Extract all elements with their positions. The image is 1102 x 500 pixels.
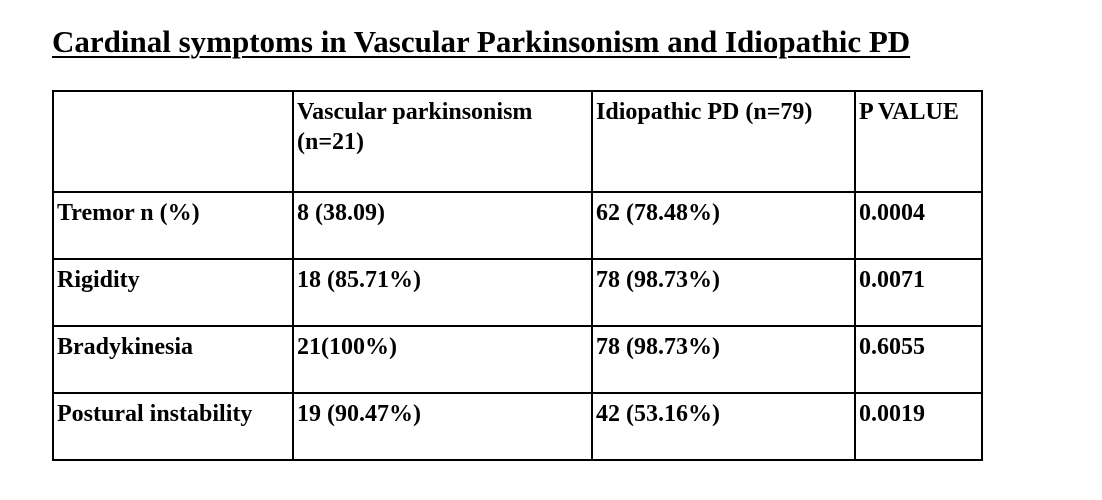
cell-vascular: 8 (38.09) xyxy=(293,192,592,259)
symptoms-table xyxy=(52,90,983,461)
cell-vascular: 19 (90.47%) xyxy=(293,393,592,460)
cell-idiopathic: 78 (98.73%) xyxy=(592,326,855,393)
header-cell-empty xyxy=(53,91,293,192)
cell-p-value: 0.0019 xyxy=(855,393,982,460)
table-row xyxy=(53,393,982,460)
cell-idiopathic: 78 (98.73%) xyxy=(592,259,855,326)
header-cell-p-value: P VALUE xyxy=(855,91,982,192)
table-row xyxy=(53,192,982,259)
header-cell-idiopathic-pd: Idiopathic PD (n=79) xyxy=(592,91,855,192)
cell-p-value: 0.0071 xyxy=(855,259,982,326)
row-label-bradykinesia: Bradykinesia xyxy=(53,326,293,393)
row-label-rigidity: Rigidity xyxy=(53,259,293,326)
cell-vascular: 21(100%) xyxy=(293,326,592,393)
cell-p-value: 0.6055 xyxy=(855,326,982,393)
cell-idiopathic: 42 (53.16%) xyxy=(592,393,855,460)
cell-vascular: 18 (85.71%) xyxy=(293,259,592,326)
row-label-tremor: Tremor n (%) xyxy=(53,192,293,259)
table-row xyxy=(53,259,982,326)
cell-idiopathic: 62 (78.48%) xyxy=(592,192,855,259)
table-header-row xyxy=(53,91,982,192)
header-cell-vascular-parkinsonism: Vascular parkinsonism (n=21) xyxy=(293,91,592,192)
table-row xyxy=(53,326,982,393)
page-title: Cardinal symptoms in Vascular Parkinsonism and Idiopathic PD xyxy=(52,24,911,59)
cell-p-value: 0.0004 xyxy=(855,192,982,259)
row-label-postural-instability: Postural instability xyxy=(53,393,293,460)
